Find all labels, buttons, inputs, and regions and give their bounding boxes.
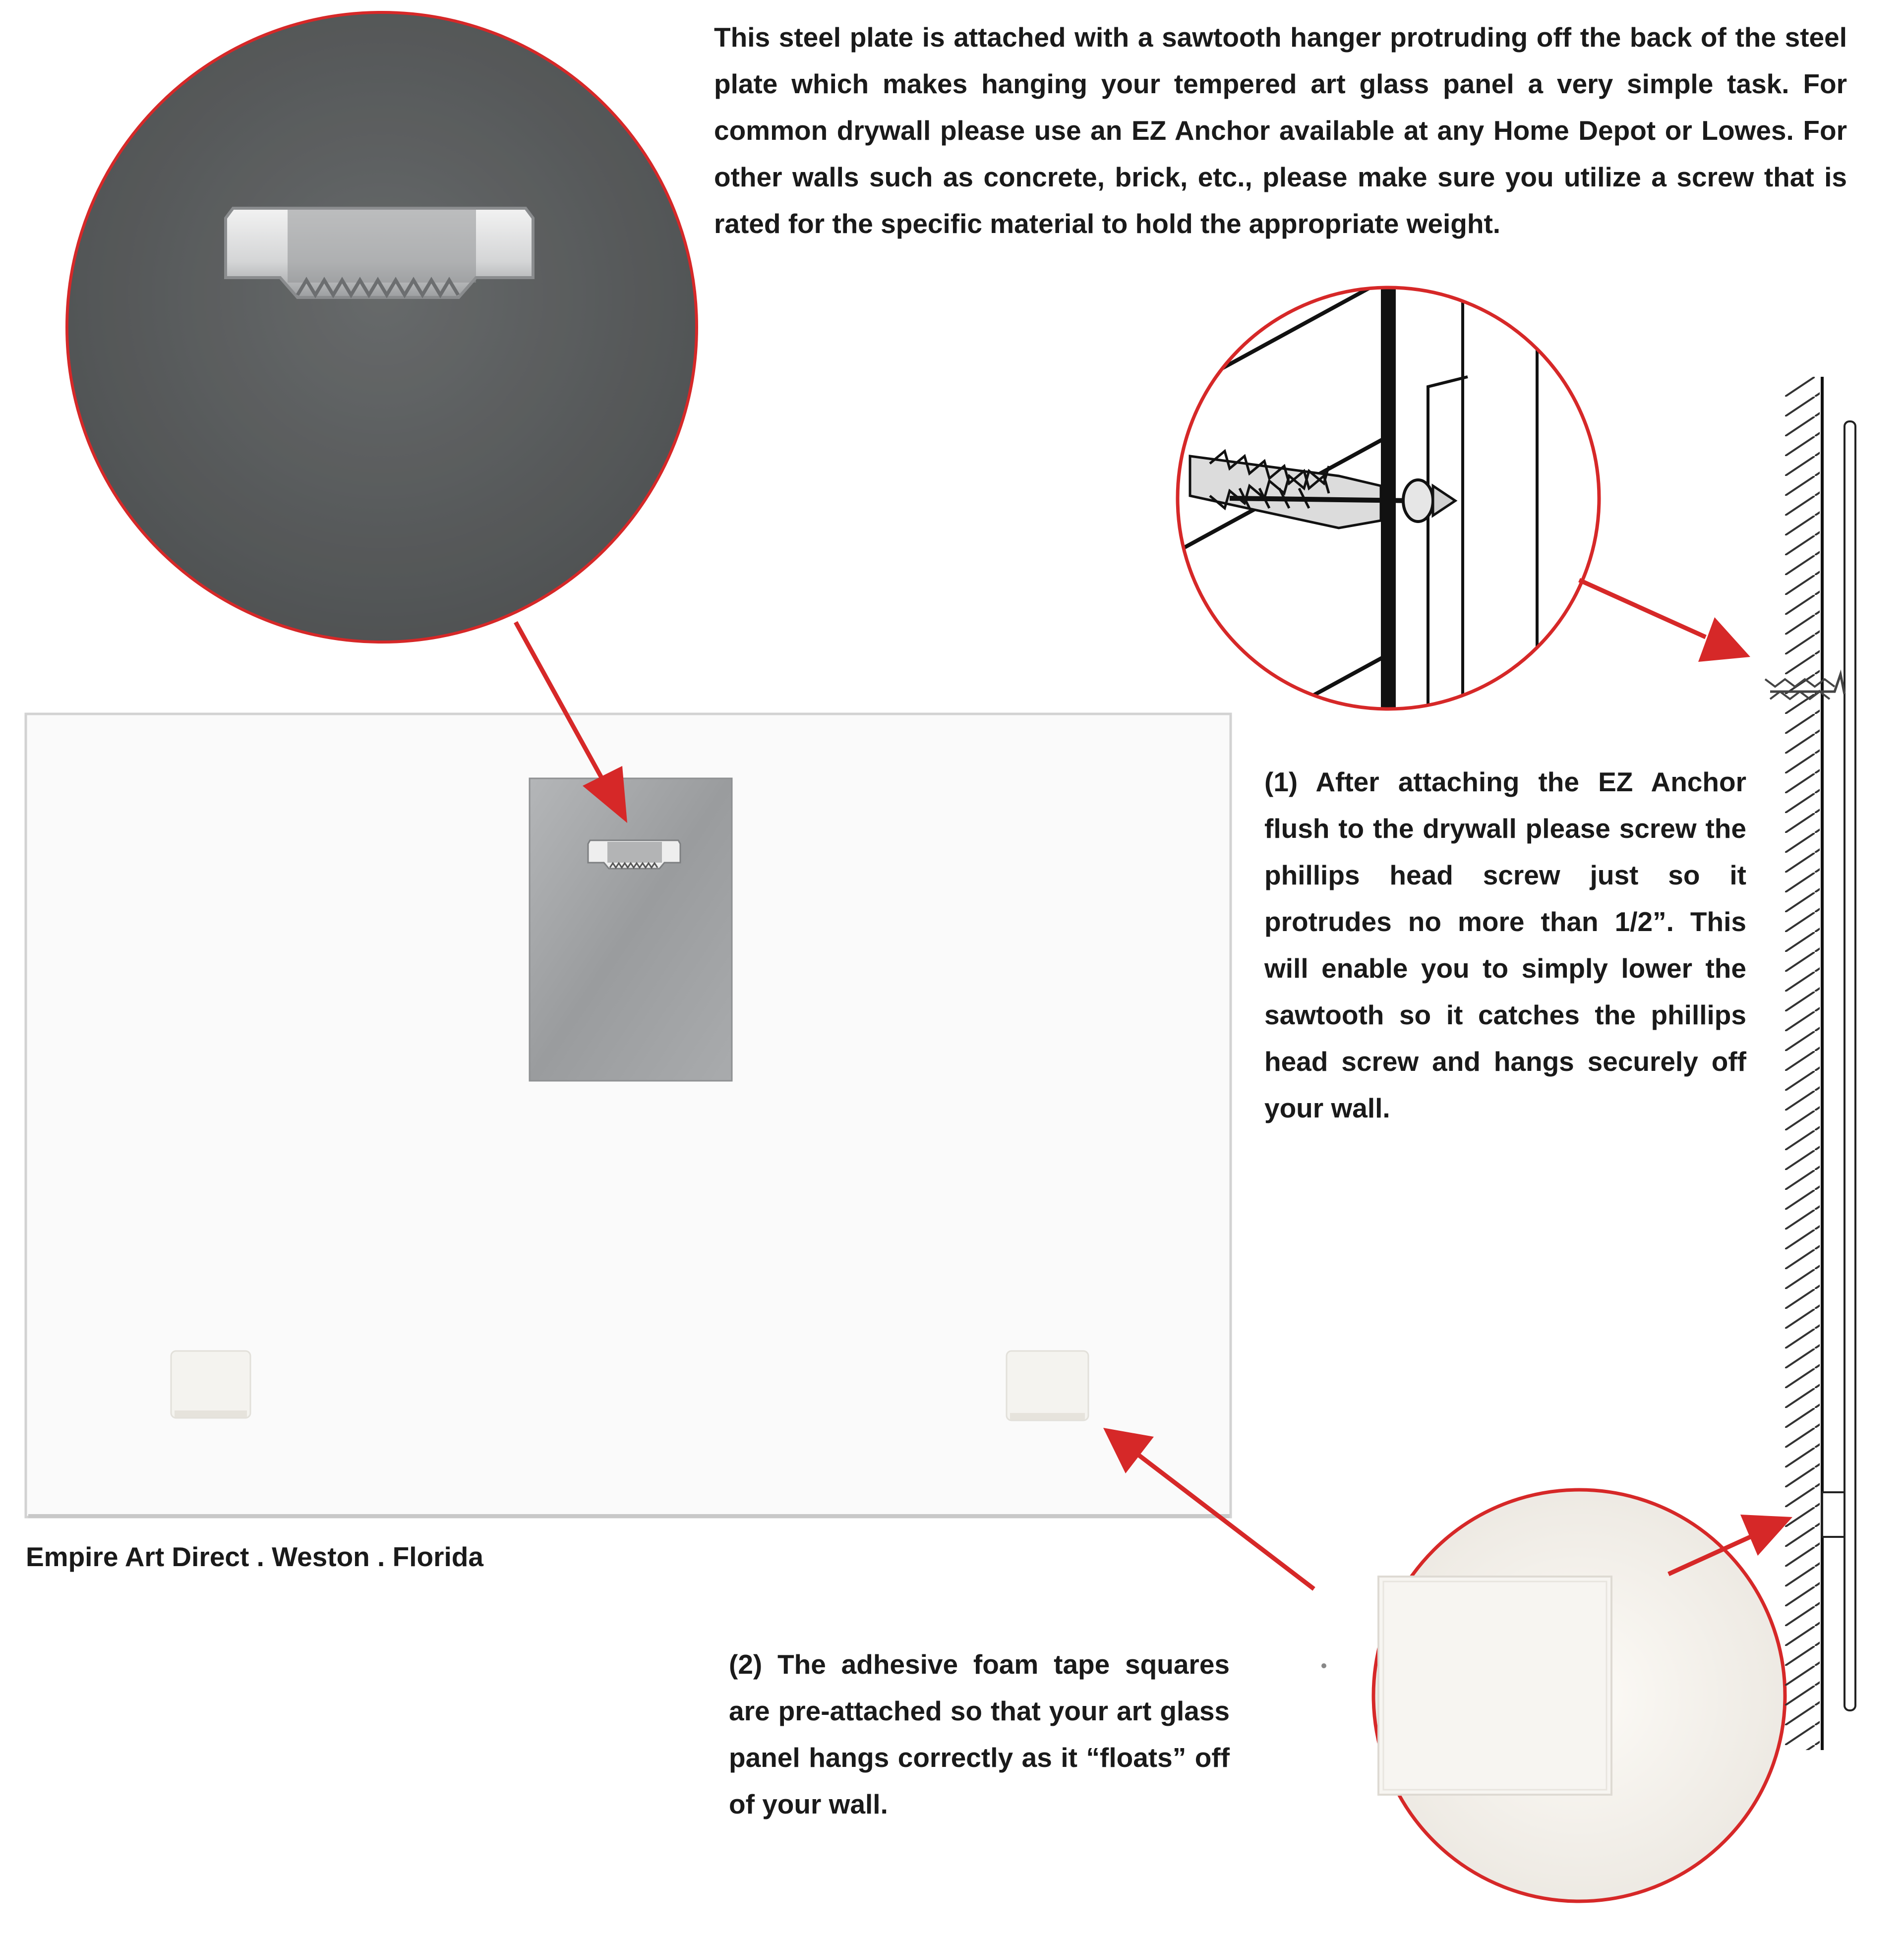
foam-square-left [171,1351,250,1418]
foam-square-icon [1378,1577,1611,1795]
glass-panel-back [26,714,1231,1517]
foam-square-right [1007,1351,1088,1420]
company-credit: Empire Art Direct . Weston . Florida [26,1541,483,1572]
step1-paragraph: (1) After attaching the EZ Anchor flush to the drywall please screw the phillips head screw just so it protrudes no more than 1/2”. This will enable you to simply lower the sawtooth so it catches the phillips head screw and hangs securely off your wall. [1264,766,1746,1123]
hanger-zoom-callout [64,10,699,645]
wall-section-icon [1765,377,1855,1750]
intro-paragraph: This steel plate is attached with a sawtooth hanger protruding off the back of the steel plate which makes hanging your tempered art glass panel a very simple task. For common drywall please use an EZ Anchor available at any Home Depot or Lowes. For other walls such as concrete, brick, etc., please make sure you utilize a screw that is rated for the specific material to hold the appropriate weight. [714,22,1847,239]
ez-anchor-zoom-callout [1170,278,1599,773]
step2-paragraph: (2) The adhesive foam tape squares are pre-attached so that your art glass panel hangs correctly as it “floats” off of your wall. [729,1649,1230,1819]
steel-plate [530,778,732,1081]
